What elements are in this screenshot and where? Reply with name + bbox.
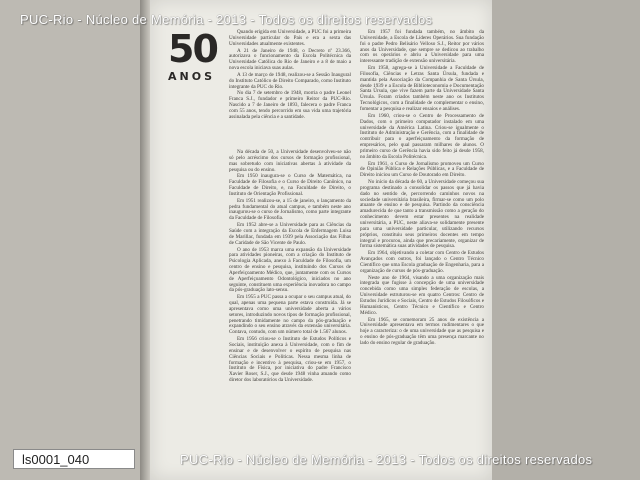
- paragraph: Na década de 50, a Universidade desenvolveu-se não só pelo acréscimo dos cursos de formação profissional, mas sobretudo com iniciativas abertas à atividade da pesquisa ou do ensino.: [229, 149, 351, 173]
- paragraph: Em 1956 criou-se o Instituto de Estudos Políticos e Sociais, instituição anexa à Universidade, com o fim de ensinar e de desenvolver o espírito de pesquisa nas Ciências Sociais e Políticas. Nessa mesma linha de formação e incentivo à pesquisa, criou-se em 1957, o Instituto de Física, por iniciativa do padre Francisco Xavier Roser, S.J., que desde 1948 vinha atuando como diretor dos laboratórios da Universidade.: [229, 336, 351, 384]
- paragraph: No dia 7 de setembro de 1948, morria o padre Leonel Franca S.J., fundador e primeiro Reitor da PUC-Rio. Nascido a 7 de Janeiro de 1893, falecera o padre Franca com 55 anos, tendo percorrido em sua vida uma trajetória assinalada pela ciência e a santidade.: [229, 90, 351, 120]
- right-column: [360, 30, 484, 348]
- paragraph: A 13 de março de 1948, realizou-se a Sessão Inaugural do Instituto Católico de Direito Comparado, como Instituto integrante da PUC do Rio.: [229, 71, 351, 90]
- paragraph: Em 1957 foi fundada também, no âmbito da Universidade, a Escola de Líderes Operários. Sua fundação foi o padre Pedro Belisário Velloso S.J., Reitor por vários anos da Universidade, que sempre se dedicou ao trabalho com os operários e abriu a Universidade para uma interessante tradição de extensão universitária.: [360, 29, 484, 65]
- paragraph: A 21 de Janeiro de 1948, o Decreto nº 23.366, autorizava o funcionamento da Escola Politécnica da Universidade Católica do Rio de Janeiro e a 8 de maio a nova escola iniciava suas aulas.: [229, 47, 351, 72]
- copyright-watermark-top: PUC-Rio - Núcleo de Memória - 2013 - Todos os direitos reservados: [20, 12, 433, 27]
- logo-word: ANOS: [168, 70, 215, 83]
- paragraph: Em 1958, agrega-se à Universidade a Faculdade de Filosofia, Ciências e Letras Santa Úrsula, fundada e mantida pela Associação da Companhia de Santa Úrsula, desde 1939 e a Escola de Biblioteconomia e Documentação Santa Úrsula, que vive fazem parte da Universidade Santa Úrsula. Foram criados também neste ano os Institutos Tecnológicos, com a finalidade de complementar o ensino, fomentar a pesquisa e realizar ensaios e análises.: [360, 65, 484, 112]
- fifty-years-logo: [168, 27, 220, 90]
- paragraph: O ano de 1953 marca uma expansão da Universidade para atividades pioneiras, com a criação do Instituto de Psicologia Aplicada, anexo à Faculdade de Filosofia, um centro de ensino e pesquisa, instituindo dos Cursos de Aperfeiçoamento Médico, que, juntamente com os Cursos de Aperfeiçoamento Odontológico, iniciados no ano seguinte, constituem uma experiência inovadora no campo da pós-graduação lato-sensu.: [229, 246, 351, 294]
- paragraph: Em 1950 inaugura-se o Curso de Matemática, na Faculdade de Filosofia e o Curso de Direito Canônico, na Faculdade de Direito, e, na Faculdade de Direito, o Instituto de Orientação Profissional.: [229, 173, 351, 197]
- paragraph: Em 1960, criou-se o Centro de Processamento de Dados, com o primeiro computador instalado em uma universidade da América Latina. Criou-se igualmente o Instituto de Administração e Gerência, com a finalidade de contribuir para o aperfeiçoamento da formação de empresários, pelo qual passaram milhares de alunos. O primeiro curso de Gerência havia sido feito já desde 1958, no âmbito da Escola Politécnica.: [360, 112, 484, 160]
- scanner-background: [492, 0, 640, 480]
- left-column-top: [229, 30, 351, 122]
- logo-number: 50: [168, 27, 217, 71]
- paragraph: Em 1965, se comemoram 25 anos de existência a Universidade apresentava em termos rudimentares o que hoje a caracteriza: o de uma universidade que as pesquisa e o ensino de pós-graduação têm uma presença marcante no lado do ensino regular de graduação.: [360, 316, 484, 346]
- document-id-label: ls0001_040: [13, 449, 135, 469]
- copyright-watermark-bottom: PUC-Rio - Núcleo de Memória - 2013 - Todos os direitos reservados: [180, 452, 593, 467]
- paragraph: Em 1955 a PUC passa a ocupar o seu campus atual, do qual, apenas uma pequena parte estava construída. Já se apresentava como uma universidade aberta a vários setores, introduzindo novos tipos de formação profissional, penetrando timidamente no campo da pós-graduação e expandindo o seu ensino através da extensão universitária. Contava, contudo, com um número total de 1.567 alunos.: [229, 294, 351, 336]
- paragraph: No início da década de 60, a Universidade começou sua programa destinado a consolidar os passos que já havia dado no sentido de, percorrendo caminhos novos na sociedade universitária brasileira, firmar-se como um polo atuante de ensino e de pesquisa. Partindo da consciência amadurecida de que tanto a transmissão como a geração do conhecimento devem estar presentes na realidade universitária, a PUC, neste aliava-se solidamente presente para uma universidade particular, utilizando recursos próprios, constituiu seus primeiros docentes em tempo integral e procurou, ainda que precariamente, organizar de forma sistemática suas atividades de pesquisa.: [360, 179, 484, 250]
- paragraph: Em 1951 realizou-se, a 15 de janeiro, o lançamento da pedra fundamental do atual campus, e também neste ano inaugurou-se o curso de Jornalismo, como parte integrante da Faculdade de Filosofia.: [229, 197, 351, 222]
- paragraph: Em 1952 abre-se a Universidade para as Ciências da Saúde com a integração da Escola de Enfermagem Luisa de Marillac, fundada em 1939 pela Associação das Filhas de Caridade de São Vicente de Paulo.: [229, 222, 351, 246]
- paragraph: Neste ano de 1964, visando a uma organização mais integrada que fugisse à concepção de uma universidade concebida como uma simples federação de escolas, a Universidade estruturou-se em quatro Centros: Centro de Estudos Jurídicos e Sociais, Centro de Estudos Filosóficos e Humanísticos, Centro Técnico e Científico e Centro Médico.: [360, 274, 484, 316]
- paragraph: Em 1961, o Curso de Jornalismo promoveu um Curso de Opinião Pública e Relações Públicas, e a Faculdade de Direito iniciou um Curso de Doutorado em Direito.: [360, 160, 484, 179]
- paragraph: Em 1964, objetivando a coletar com Centro de Estudos Avançados com outros, foi lançado o Centro Técnico Científico que uma Escola graduação de Engenharia, para a organização de cursos de pós-graduação.: [360, 250, 484, 274]
- left-column-bottom: [229, 150, 351, 385]
- paragraph: Quando erigida em Universidade, a PUC foi a primeira Universidade particular do País e era a sexta das Universidades atualmente existentes.: [229, 29, 351, 47]
